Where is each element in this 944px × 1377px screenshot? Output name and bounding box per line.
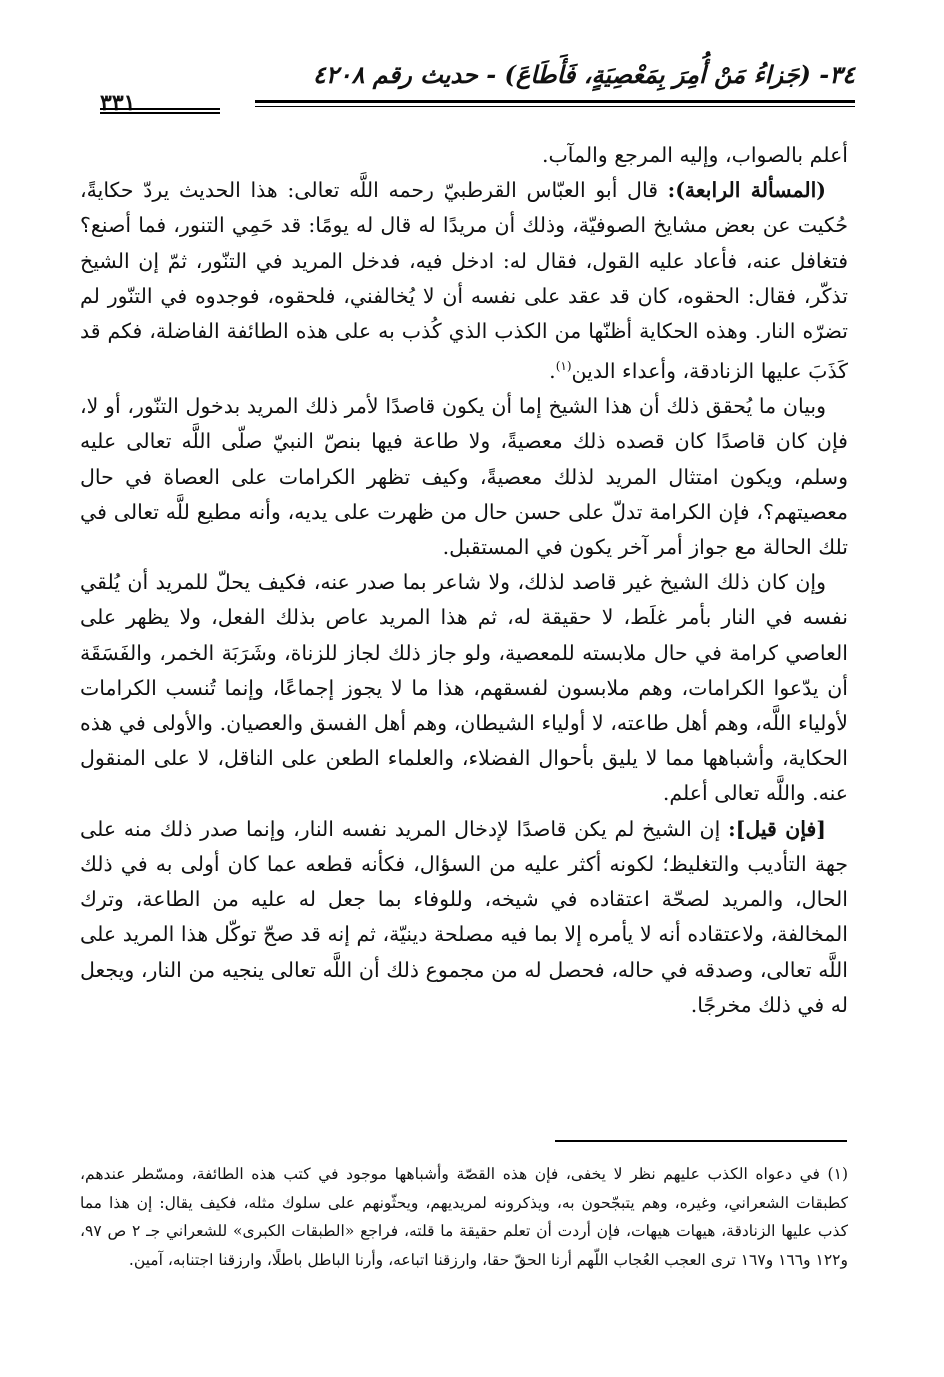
paragraph-4: وإن كان ذلك الشيخ غير قاصد لذلك، ولا شاعر بما صدر عنه، فكيف يحلّ للمريد أن يُلقي نفسه في النار بأمر غلَط، لا حقيقة له، ثم هذا المريد عاص بذلك الفعل، ولا يظهر على العاصي كرامة في حال ملابسته للمعصية، ولو جاز ذلك لجاز للزناة، وشَرَبَة الخمر، والفَسَقَة أن يدّعوا الكرامات، وهم ملابسون لفسقهم، هذا ما لا يجوز إجماعًا، وإنما تُنسب الكرامات لأولياء اللَّه، وهم أهل طاعته، لا أولياء الشيطان، وهم أهل الفسق والعصيان. والأولى في هذه الحكاية، وأشباهها مما لا يليق بأحوال الفضلاء، والعلماء الطعن على الناقل، لا على المنقول عنه. واللَّه تعالى أعلم.	[80, 570, 848, 806]
footnote-divider	[555, 1140, 847, 1142]
paragraph-2-end: .	[549, 359, 556, 384]
running-header	[100, 60, 855, 120]
paragraph-5-text: إن الشيخ لم يكن قاصدًا لإدخال المريد نفسه النار، وإنما صدر ذلك منه على جهة التأديب والتغليظ؛ لكونه أكثر عليه من السؤال، فكأنه قطعه عما كان أولى به في ذلك الحال، والمريد لصحّة اعتقاده في شيخه، وللوفاء بما جعل له عليه من الطاعة، وترك المخالفة، ولاعتقاده أنه لا يأمره إلا بما فيه مصلحة دينيّة، ثم إنه قد صحّ توكّل هذا المريد على اللَّه تعالى، وصدقه في حاله، فحصل له من مجموع ذلك أن اللَّه تعالى ينجيه من النار، ويجعل له في ذلك مخرجًا.	[80, 816, 848, 1017]
header-rule	[255, 100, 855, 107]
footnote	[80, 1160, 848, 1274]
paragraph-1: أعلم بالصواب، وإليه المرجع والمآب.	[541, 143, 848, 167]
objection-heading: [فإن قيل]:	[728, 816, 827, 841]
chapter-title: ٣٤- (جَزاءُ مَنْ أُمِرَ بِمَعْصِيَةٍ، فَأَطَاعَ) - حديث رقم ٤٢٠٨	[312, 60, 855, 89]
paragraph-5	[80, 812, 848, 1023]
paragraph-2-text: قال أبو العبّاس القرطبيّ رحمه اللَّه تعالى: هذا الحديث يردّ حكايةً، حُكيت عن بعض مشايخ الصوفيّة، وذلك أن مريدًا له قال له يومًا: قد حَمِي التنور، فما أصنع؟ فتغافل عنه، فأعاد عليه القول، فقال له: ادخل فيه، فدخل المريد في التنّور، ثمّ إن الشيخ تذكّر، فقال: الحقوه، كان قد عقد على نفسه أن لا يُخالفني، فلحقوه، فوجدوه في التنّور لم تضرّه النار. وهذه الحكاية أظنّها من الكذب الذي كُذب به على هذه الطائفة الفاضلة، فكم قد كَذَبَ عليها الزنادقة، وأعداء الدين	[80, 178, 848, 384]
footnote-ref[interactable]: (١)	[555, 359, 572, 374]
page-number-rule	[100, 108, 220, 114]
main-text	[80, 138, 848, 1023]
paragraph-2	[80, 173, 848, 389]
page-number: ٣٣١	[100, 90, 136, 116]
issue-four-heading: (المسألة الرابعة):	[667, 178, 827, 203]
footnote-text: (١) في دعواه الكذب عليهم نظر لا يخفى، فإن هذه القصّة وأشباهها موجود في كتب هذه الطائفة، ومسّطر عندهم، كطبقات الشعراني، وغيره، وهم يتبجّحون به، ويذكرونه لمريديهم، ويحثّونهم على سلوك مثله، فكيف يقال: إن هذا مما كذب عليها الزنادقة، هيهات هيهات، فإن أردت أن تعلم حقيقة ما قلته، فراجع «الطبقات الكبرى» للشعراني جـ ٢ ص ٩٧، و١٢٢ و١٦٦ و١٦٧ ترى العجب العُجاب اللّهم أرنا الحقّ حقا، وارزقنا اتباعه، وأرنا الباطل باطلًا، وارزقنا اجتنابه، آمين.	[80, 1165, 849, 1269]
paragraph-3: وبيان ما يُحقق ذلك أن هذا الشيخ إما أن يكون قاصدًا لأمر ذلك المريد بدخول التنّور، أو لا، فإن كان قاصدًا كان قصده ذلك معصيةً، ولا طاعة فيها بنصّ النبيّ صلّى اللَّه تعالى عليه وسلم، ويكون امتثال المريد لذلك معصيةً، وكيف تظهر الكرامات على العصاة في حال معصيتهم؟، فإن الكرامة تدلّ على حسن حال من ظهرت على يديه، وأنه مطيع للَّه تعالى في تلك الحالة مع جواز أمر آخر يكون في المستقبل.	[80, 394, 848, 560]
